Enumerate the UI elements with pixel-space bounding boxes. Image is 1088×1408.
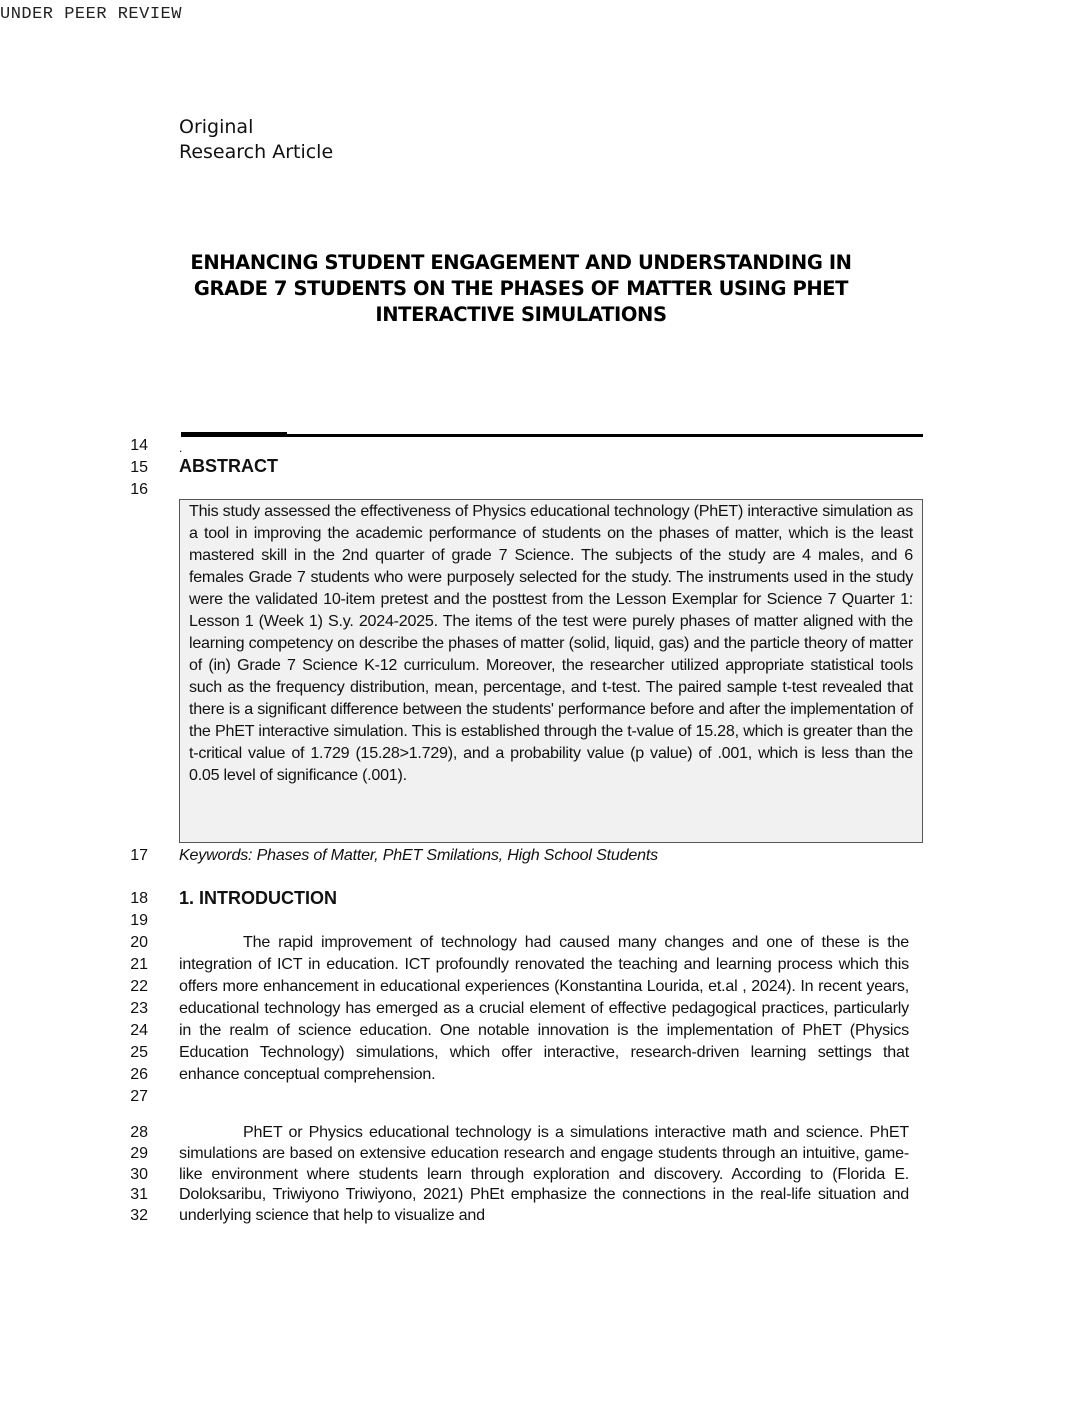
section-divider-rule <box>181 434 923 437</box>
keywords: Keywords: Phases of Matter, PhET Smilations, High School Students <box>179 846 658 864</box>
line-number: 16 <box>130 481 148 498</box>
line-number: 15 <box>130 459 148 476</box>
line-number: 27 <box>130 1088 148 1105</box>
line-number: 26 <box>130 1066 148 1083</box>
article-type-line: Research Article <box>179 141 334 163</box>
line-number: 22 <box>130 978 148 995</box>
stray-period: . <box>179 441 183 455</box>
paper-title <box>170 250 872 328</box>
line-number: 31 <box>130 1186 148 1203</box>
introduction-paragraph <box>179 1122 909 1226</box>
line-number: 25 <box>130 1044 148 1061</box>
line-number: 17 <box>130 847 148 864</box>
line-number: 30 <box>130 1166 148 1183</box>
introduction-paragraph <box>179 931 909 1085</box>
line-number: 28 <box>130 1124 148 1141</box>
line-number: 18 <box>130 890 148 907</box>
paragraph-text: The rapid improvement of technology had caused many changes and one of these is the integration of ICT in education. ICT profoundly renovated the teaching and learning process which this offers more enhancement in educational experiences (Konstantina Lourida, et.al , 2024). In recent years, educational technology has emerged as a crucial element of effective pedagogical practices, particularly in the realm of science education. One notable innovation is the implementation of PhET (Physics Education Technology) simulations, which offer interactive, research-driven learning settings that enhance conceptual comprehension. <box>179 933 909 1083</box>
line-number: 29 <box>130 1145 148 1162</box>
abstract-heading: ABSTRACT <box>179 456 278 476</box>
title-line: ENHANCING STUDENT ENGAGEMENT AND UNDERSTANDING IN <box>190 251 852 274</box>
under-peer-review-watermark: UNDER PEER REVIEW <box>0 5 182 24</box>
line-number: 32 <box>130 1207 148 1224</box>
line-number: 24 <box>130 1022 148 1039</box>
article-type-line: Original <box>179 116 254 138</box>
line-number: 20 <box>130 934 148 951</box>
article-type-label <box>179 115 333 165</box>
line-number: 19 <box>130 912 148 929</box>
abstract-text: This study assessed the effectiveness of Physics educational technology (PhET) interactive simulation as a tool in improving the academic performance of students on the phases of matter, which is the least mastered skill in the 2nd quarter of grade 7 Science. The subjects of the study are 4 males, and 6 females Grade 7 students who were purposely selected for the study. The instruments used in the study were the validated 10-item pretest and the posttest from the Lesson Exemplar for Science 7 Quarter 1: Lesson 1 (Week 1) S.y. 2024-2025. The items of the test were purely phases of matter aligned with the learning competency on describe the phases of matter (solid, liquid, gas) and the particle theory of matter of (in) Grade 7 Science K-12 curriculum. Moreover, the researcher utilized appropriate statistical tools such as the frequency distribution, mean, percentage, and t-test. The paired sample t-test revealed that there is a significant difference between the students' performance before and after the implementation of the PhET interactive simulation. This is established through the t-value of 15.28, which is greater than the t-critical value of 1.729 (15.28>1.729), and a probability value (p value) of .001, which is less than the 0.05 level of significance (.001). <box>189 502 913 784</box>
line-number: 23 <box>130 1000 148 1017</box>
line-number: 21 <box>130 956 148 973</box>
title-line: INTERACTIVE SIMULATIONS <box>375 303 667 326</box>
introduction-heading: 1. INTRODUCTION <box>179 888 338 908</box>
title-line: GRADE 7 STUDENTS ON THE PHASES OF MATTER USING PHET <box>193 277 849 300</box>
line-number: 14 <box>130 437 148 454</box>
paragraph-text: PhET or Physics educational technology is a simulations interactive math and science. PhET simulations are based on extensive education research and engage students through an intuitive, game-like environment where students learn through exploration and discovery. According to (Florida E. Doloksaribu, Triwiyono Triwiyono, 2021) PhEt emphasize the connections in the real-life situation and underlying science that help to visualize and <box>179 1123 909 1225</box>
